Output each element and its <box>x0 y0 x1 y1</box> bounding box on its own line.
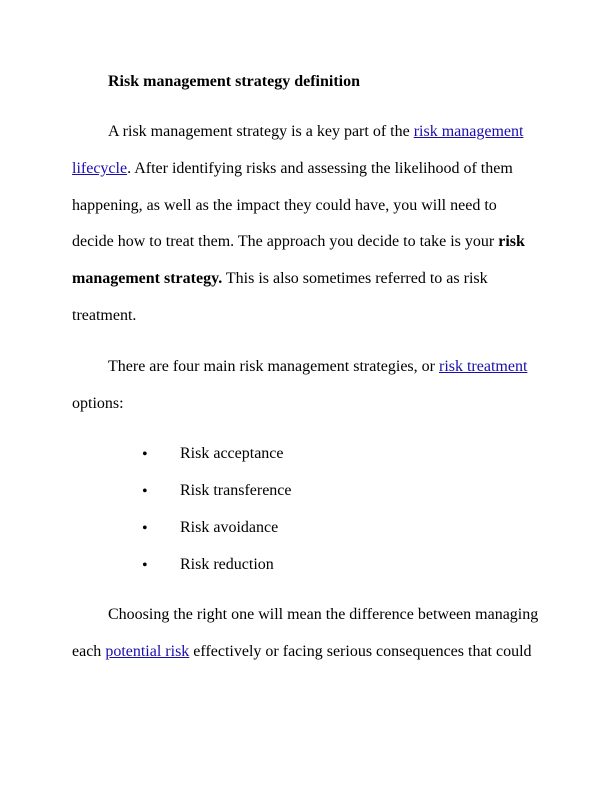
potential-risk-link[interactable]: potential risk <box>105 643 190 660</box>
paragraph-3-line-1 <box>108 605 538 625</box>
list-item-label: Risk acceptance <box>180 445 284 462</box>
paragraph-2-line-2 <box>72 394 124 414</box>
paragraph-text: . After identifying risks and assessing the likelihood of them <box>127 160 513 177</box>
paragraph-text: Choosing the right one will mean the difference between managing <box>108 606 539 623</box>
paragraph-1-line-3 <box>72 196 497 216</box>
paragraph-text: happening, as well as the impact they could have, you will need to <box>72 197 497 214</box>
paragraph-3-line-2 <box>72 642 532 662</box>
paragraph-1-line-1 <box>108 122 523 142</box>
paragraph-text: options: <box>72 395 124 412</box>
bullet-icon: • <box>142 446 148 463</box>
paragraph-1-line-5 <box>72 269 488 289</box>
paragraph-text: treatment. <box>72 307 137 324</box>
paragraph-1-line-4 <box>72 232 525 252</box>
paragraph-text: This is also sometimes referred to as risk <box>222 270 488 287</box>
section-heading: Risk management strategy definition <box>108 73 360 90</box>
paragraph-1-line-2 <box>72 159 513 179</box>
lifecycle-link[interactable]: lifecycle <box>72 160 128 177</box>
bold-term: management strategy. <box>72 270 223 287</box>
paragraph-text: each <box>72 643 106 660</box>
list-item-label: Risk reduction <box>180 556 274 573</box>
paragraph-2-line-1 <box>108 357 527 377</box>
bullet-icon: • <box>142 520 148 537</box>
bold-term: risk <box>498 233 525 250</box>
bullet-icon: • <box>142 557 148 574</box>
paragraph-text: effectively or facing serious consequences that could <box>189 643 532 660</box>
list-item-label: Risk transference <box>180 482 292 499</box>
paragraph-text: decide how to treat them. The approach you decide to take is your <box>72 233 499 250</box>
risk-management-lifecycle-link[interactable]: risk management <box>413 123 524 140</box>
bullet-icon: • <box>142 483 148 500</box>
paragraph-1-line-6 <box>72 306 136 326</box>
risk-treatment-link[interactable]: risk treatment <box>438 358 528 375</box>
list-item-label: Risk avoidance <box>180 519 279 536</box>
paragraph-text: A risk management strategy is a key part of the <box>108 123 414 140</box>
paragraph-text: There are four main risk management strategies, or <box>108 358 439 375</box>
